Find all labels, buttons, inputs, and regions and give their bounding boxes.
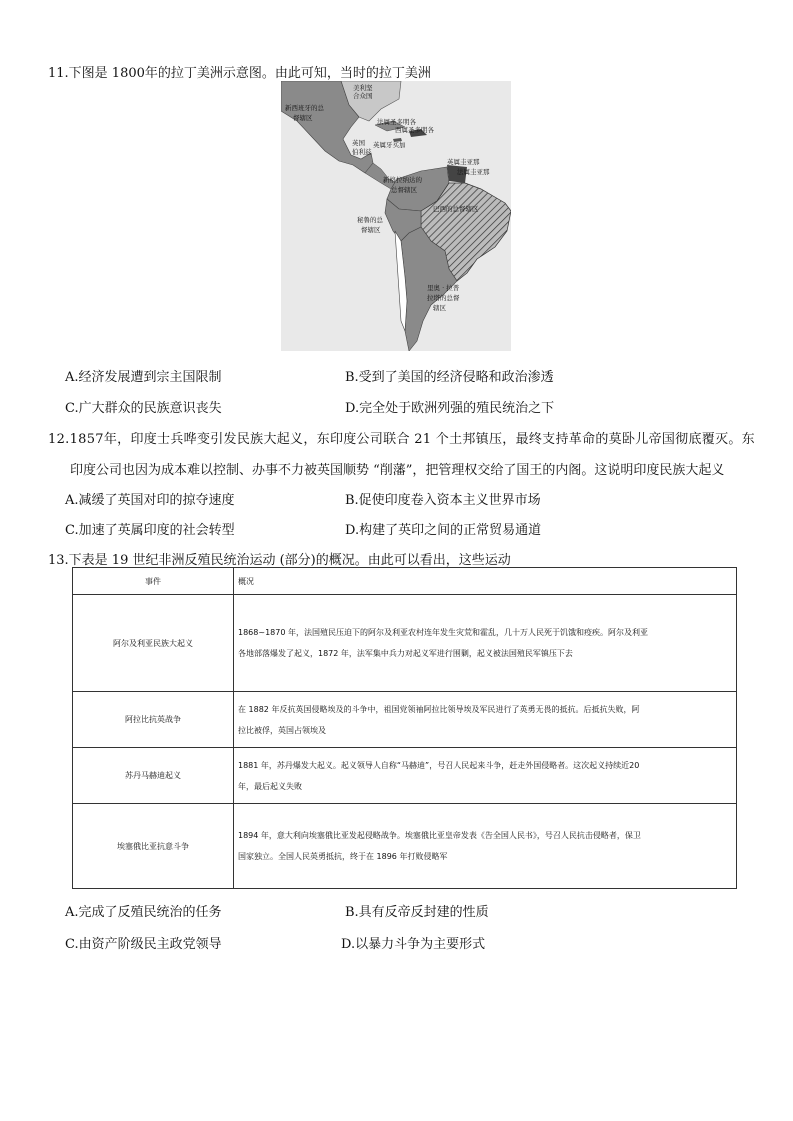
map-label-usa-2: 合众国 <box>353 92 373 100</box>
table-desc-line: 拉比被俘，英国占领埃及 <box>238 725 326 735</box>
table-header-row <box>73 568 737 595</box>
map-label-rio-plata-1: 里奥 · 拉普 <box>427 284 460 292</box>
q13-option-a[interactable]: A.完成了反殖民统治的任务 <box>65 905 222 920</box>
table-cell-desc <box>234 595 737 692</box>
table-row <box>73 595 737 692</box>
q11-option-c[interactable]: C.广大群众的民族意识丧失 <box>65 401 222 416</box>
table-desc-line: 1868~1870 年，法国殖民压迫下的阿尔及利亚农村连年发生灾荒和霍乱，几十万人民死于饥饿和疫疾。阿尔及利亚 <box>238 628 648 637</box>
map-label-french-guiana: 法属圭亚那 <box>457 168 490 176</box>
table-cell-desc <box>234 804 737 889</box>
q11-option-d[interactable]: D.完全处于欧洲列强的殖民统治之下 <box>345 401 555 416</box>
table-row <box>73 804 737 889</box>
table-desc-line: 年，最后起义失败 <box>238 781 302 791</box>
q13-table <box>72 567 737 889</box>
q12-stem-line2: 印度公司也因为成本难以控制、办事不力被英国顺势 “削藩”，把管理权交给了国王的内阁。这说明印度民族大起义 <box>70 463 725 478</box>
map-label-new-granada-2: 总督辖区 <box>391 186 417 194</box>
map-label-belize-1: 英国 <box>352 139 365 147</box>
q13-option-c[interactable]: C.由资产阶级民主政党领导 <box>65 937 222 952</box>
table-header-summary: 概况 <box>234 568 737 595</box>
map-label-rio-plata-3: 辖区 <box>433 304 446 312</box>
map-label-french-st-domingue: 法属圣多明各 <box>377 118 416 126</box>
q12-option-c[interactable]: C.加速了英属印度的社会转型 <box>65 523 235 538</box>
map-label-usa-1: 美利坚 <box>353 84 373 92</box>
map-label-new-spain-2: 督辖区 <box>293 114 313 122</box>
map-label-new-granada-1: 新格拉纳达的 <box>383 176 422 184</box>
map-label-new-spain-1: 新西班牙的总 <box>285 104 324 112</box>
table-desc-line: 1894 年，意大利向埃塞俄比亚发起侵略战争。埃塞俄比亚皇帝发表《告全国人民书》，号召人民抗击侵略者，保卫 <box>238 831 641 840</box>
table-desc-line: 各地部落爆发了起义，1872 年，法军集中兵力对起义军进行围剿，起义被法国殖民军镇压下去 <box>238 649 573 658</box>
q13-option-b[interactable]: B.具有反帝反封建的性质 <box>345 905 489 920</box>
map-label-peru-1: 秘鲁的总 <box>357 216 383 224</box>
table-row <box>73 748 737 804</box>
table-row <box>73 692 737 748</box>
q11-option-a[interactable]: A.经济发展遭到宗主国限制 <box>65 370 222 385</box>
table-cell-event: 苏丹马赫迪起义 <box>73 748 234 804</box>
map-label-spanish-st-domingue: 西属圣多明各 <box>395 126 434 134</box>
q12-option-b[interactable]: B.促使印度卷入资本主义世界市场 <box>345 493 541 508</box>
latin-america-1800-map <box>281 81 511 351</box>
table-desc-line: 1881 年，苏丹爆发大起义。起义领导人自称“马赫迪”，号召人民起来斗争，赶走外国侵略者。这次起义持续近20 <box>238 760 640 770</box>
q13-stem: 13.下表是 19 世纪非洲反殖民统治运动 (部分)的概况。由此可以看出，这些运动 <box>48 553 511 568</box>
map-label-jamaica: 英属牙买加 <box>373 141 406 149</box>
q11-option-b[interactable]: B.受到了美国的经济侵略和政治渗透 <box>345 370 554 385</box>
map-label-peru-2: 督辖区 <box>361 226 381 234</box>
table-cell-event: 阿拉比抗英战争 <box>73 692 234 748</box>
map-label-brazil: 巴西的总督辖区 <box>433 205 479 213</box>
table-cell-event: 阿尔及利亚民族大起义 <box>73 595 234 692</box>
q13-option-d[interactable]: D.以暴力斗争为主要形式 <box>341 937 486 952</box>
q12-option-d[interactable]: D.构建了英印之间的正常贸易通道 <box>345 523 542 538</box>
q11-stem: 11.下图是 1800年的拉丁美洲示意图。由此可知，当时的拉丁美洲 <box>48 66 431 81</box>
table-cell-desc <box>234 692 737 748</box>
table-header-event: 事件 <box>73 568 234 595</box>
map-label-british-guiana: 英属圭亚那 <box>447 158 480 166</box>
q12-option-a[interactable]: A.减缓了英国对印的掠夺速度 <box>65 493 235 508</box>
table-desc-line: 国家独立。全国人民英勇抵抗，终于在 1896 年打败侵略军 <box>238 852 448 861</box>
table-cell-event: 埃塞俄比亚抗意斗争 <box>73 804 234 889</box>
map-label-rio-plata-2: 拉塔的总督 <box>427 294 460 302</box>
q12-stem-line1: 12.1857年，印度士兵哗变引发民族大起义，东印度公司联合 21 个土邦镇压，最终支持革命的莫卧儿帝国彻底覆灭。东 <box>48 432 755 447</box>
table-cell-desc <box>234 748 737 804</box>
map-label-belize-2: 伯利兹 <box>352 148 372 156</box>
table-desc-line: 在 1882 年反抗英国侵略埃及的斗争中，祖国党领袖阿拉比领导埃及军民进行了英勇无畏的抵抗。后抵抗失败，阿 <box>238 704 640 714</box>
